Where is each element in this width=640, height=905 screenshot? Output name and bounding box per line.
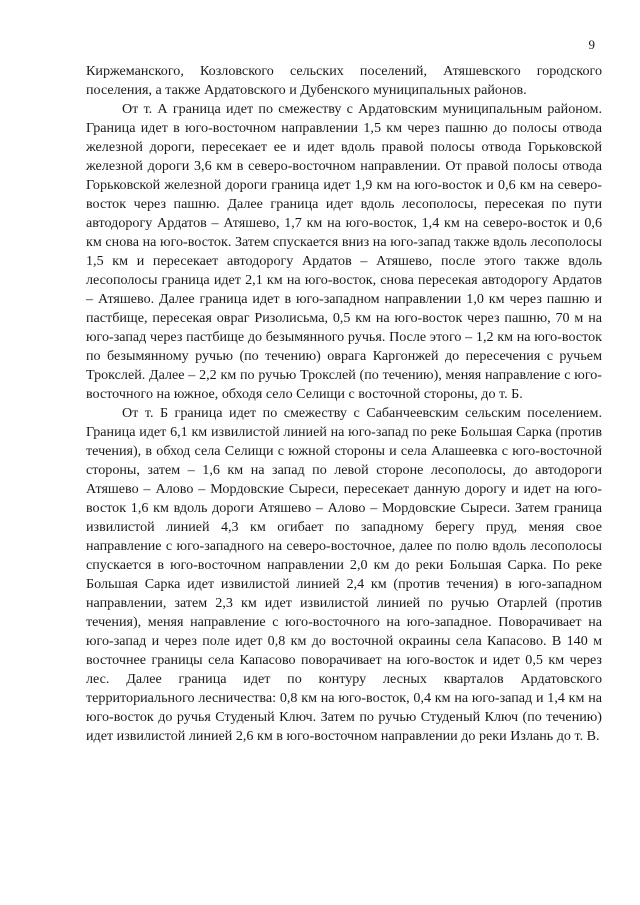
paragraph-3: От т. Б граница идет по смежеству с Сабанчеевским сельским поселением. Граница идет 6,1 км извилистой линией на юго-запад по реке Большая Сарка (против течения), в обход села Селищи с южной стороны и села Алашеевка с юго-восточной стороны, затем – 1,6 км на запад по левой стороне лесополосы, до автодороги Атяшево – Алово – Мордовские Сыреси, пересекает данную дорогу и идет на юго-восток 1,6 км вдоль дороги Атяшево – Алово – Мордовские Сыреси. Затем граница извилистой линией 4,3 км огибает по западному берегу пруд, меняя свое направление с юго-западного на северо-восточное, далее по полю вдоль лесополосы спускается в юго-восточном направлении 2,0 км до реки Большая Сарка. По реке Большая Сарка идет извилистой линией 2,4 км (против течения) в юго-западном направлении, затем 2,3 км идет извилистой линией по ручью Отарлей (против течения), меняя направление с юго-восточного на юго-западное. Поворачивает на юго-запад и через поле идет 0,8 км до восточной окраины села Капасово. В 140 м восточнее границы села Капасово поворачивает на юго-восток и идет 0,5 км через лес. Далее граница идет по контуру лесных кварталов Ардатовского территориального лесничества: 0,8 км на юго-восток, 0,4 км на юго-запад и 1,4 км на юго-восток до ручья Студеный Ключ. Затем по ручью Студеный Ключ (по течению) идет извилистой линией 2,6 км в юго-восточном направлении до реки Излань до т. В. [86, 405, 602, 744]
page-number: 9 [588, 37, 595, 52]
paragraph-2: От т. А граница идет по смежеству с Ардатовским муниципальным районом. Граница идет в юго-восточном направлении 1,5 км через пашню до полосы отвода железной дороги, пересекает ее и идет вдоль правой полосы отвода Горьковской железной дороги 3,6 км в северо-восточном направлении. От правой полосы отвода Горьковской железной дороги граница идет 1,9 км на юго-восток и 0,6 км на северо-восток через пашню. Далее граница идет вдоль лесополосы, пересекая по пути автодорогу Ардатов – Атяшево, 1,7 км на юго-восток, 1,4 км на северо-восток и 0,6 км снова на юго-восток. Затем спускается вниз на юго-запад также вдоль лесополосы 1,5 км и пересекает автодорогу Ардатов – Атяшево, после этого также вдоль лесополосы граница идет 2,1 км на юго-восток, снова пересекая автодорогу Ардатов – Атяшево. Далее граница идет в юго-западном направлении 1,0 км через пашню и пастбище, пересекая овраг Ризолисьма, 0,5 км на юго-восток через пашню, 70 м на юго-запад через пастбище до безымянного ручья. После этого – 1,2 км на юго-восток по безымянному ручью (по течению) оврага Каргонжей до пересечения с ручьем Трокслей. Далее – 2,2 км по ручью Трокслей (по течению), меняя направление с юго-восточного на южное, обходя село Селищи с восточной стороны, до т. Б. [86, 101, 602, 402]
paragraph-1: Киржеманского, Козловского сельских поселений, Атяшевского городского поселения, а также Ардатовского и Дубенского муниципальных районов. [86, 63, 602, 98]
document-body [86, 62, 602, 746]
